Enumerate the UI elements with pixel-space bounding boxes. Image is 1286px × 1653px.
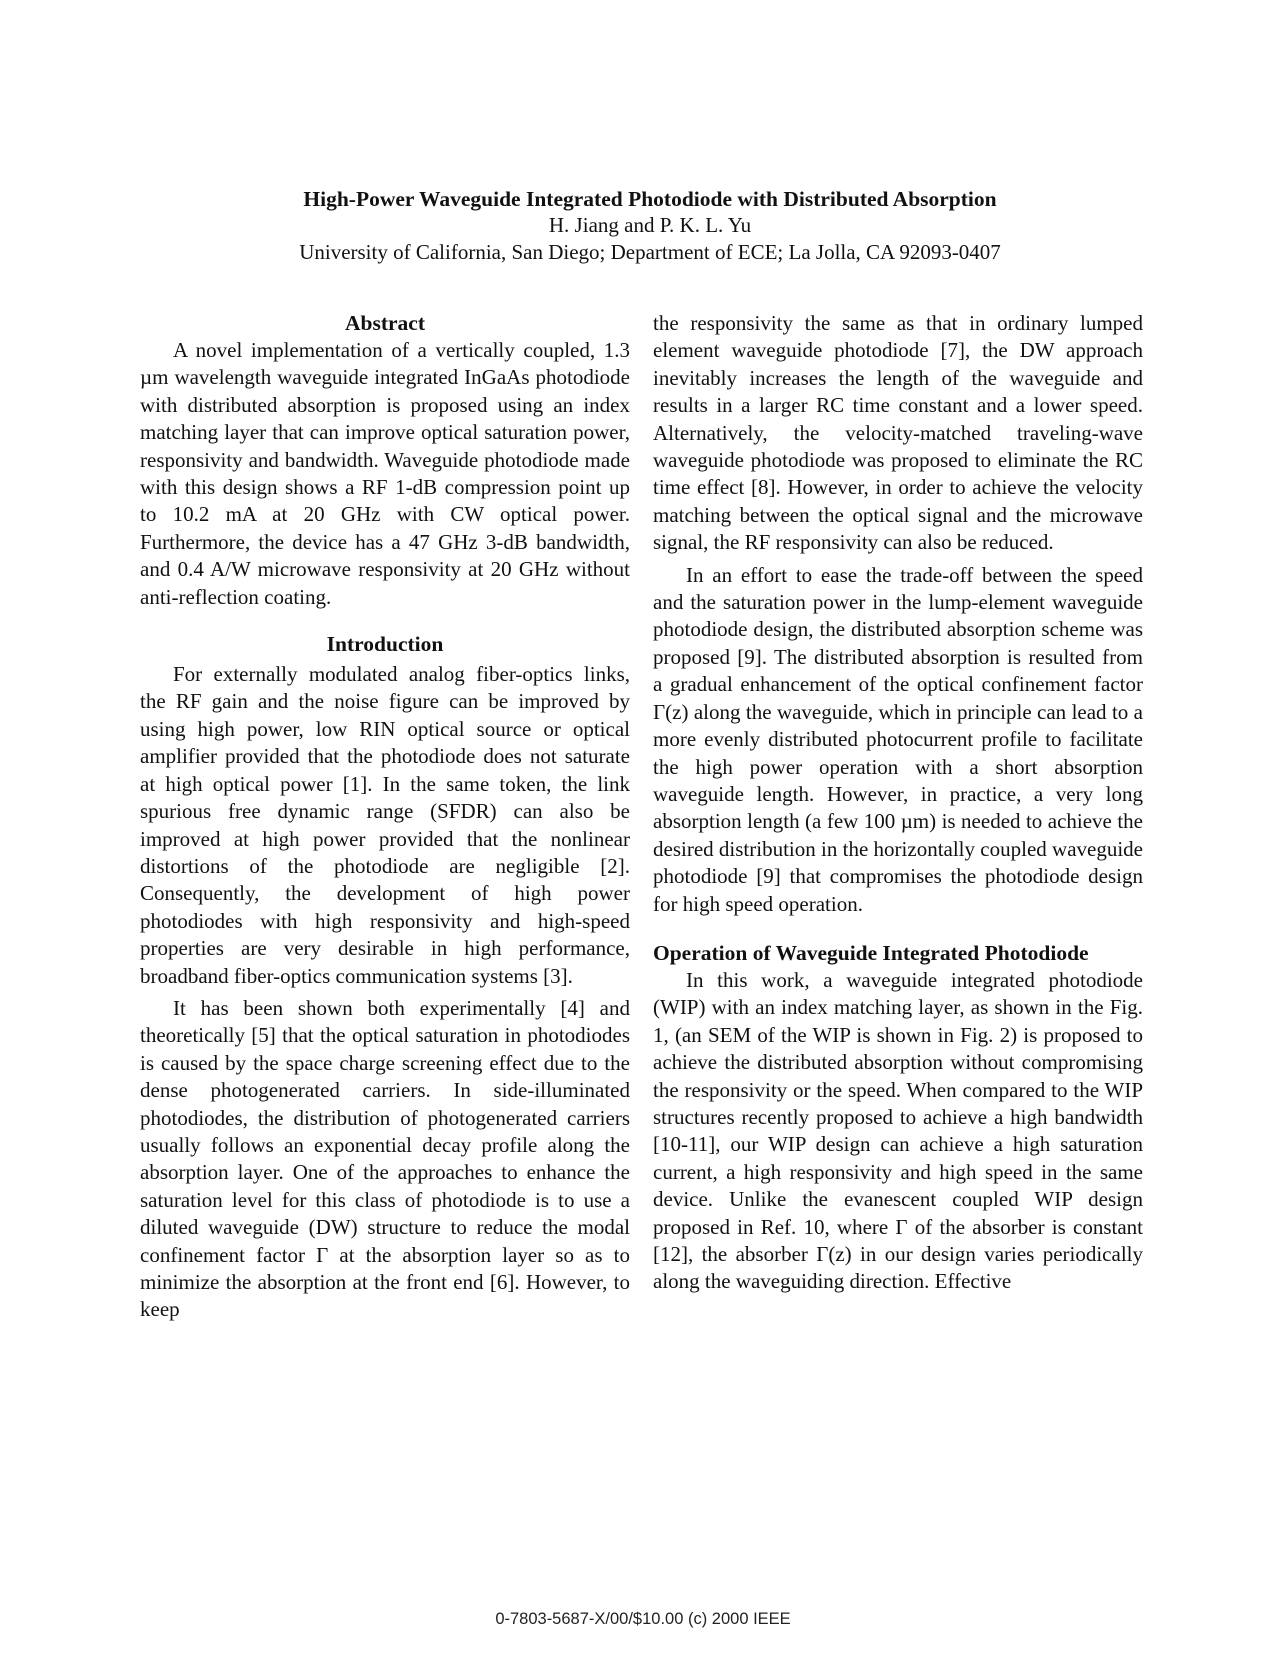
abstract-text: A novel implementation of a vertically coupled, 1.3 µm wavelength waveguide integrated InGaAs photodiode with distributed absorption is proposed using an index matching layer that can improve optical saturation power, responsivity and bandwidth. Waveguide photodiode made with this design shows a RF 1-dB compression point up to 10.2 mA at 20 GHz with CW optical power. Furthermore, the device has a 47 GHz 3-dB bandwidth, and 0.4 A/W microwave responsivity at 20 GHz without anti-reflection coating. bbox=[140, 338, 630, 609]
introduction-paragraph-1: For externally modulated analog fiber-optics links, the RF gain and the noise figure can be improved by using high power, low RIN optical source or optical amplifier provided that the photodiode does not saturate at high optical power [1]. In the same token, the link spurious free dynamic range (SFDR) can also be improved at high power provided that the nonlinear distortions of the photodiode are negligible [2]. Consequently, the development of high power photodiodes with high responsivity and high-speed properties are very desirable in high performance, broadband fiber-optics communication systems [3]. bbox=[140, 662, 630, 988]
introduction-heading: Introduction bbox=[326, 632, 444, 657]
copyright-footer: 0-7803-5687-X/00/$10.00 (c) 2000 IEEE bbox=[495, 1610, 791, 1628]
paper-authors: H. Jiang and P. K. L. Yu bbox=[548, 213, 752, 237]
introduction-paragraph-2-continued: the responsivity the same as that in ordinary lumped element waveguide photodiode [7], the DW approach inevitably increases the length of the waveguide and results in a larger RC time constant and a lower speed. Alternatively, the velocity-matched traveling-wave waveguide photodiode was proposed to eliminate the RC time effect [8]. However, in order to achieve the velocity matching between the optical signal and the microwave signal, the RF responsivity can also be reduced. bbox=[653, 311, 1143, 555]
paper-title: High-Power Waveguide Integrated Photodiode with Distributed Absorption bbox=[303, 187, 997, 211]
paper-affiliation: University of California, San Diego; Department of ECE; La Jolla, CA 92093-0407 bbox=[299, 240, 1001, 264]
introduction-paragraph-3: In an effort to ease the trade-off between the speed and the saturation power in the lump-element waveguide photodiode design, the distributed absorption scheme was proposed [9]. The distributed absorption is resulted from a gradual enhancement of the optical confinement factor Γ(z) along the waveguide, which in principle can lead to a more evenly distributed photocurrent profile to facilitate the high power operation with a short absorption waveguide length. However, in practice, a very long absorption length (a few 100 µm) is needed to achieve the desired distribution in the horizontally coupled waveguide photodiode [9] that compromises the photodiode design for high speed operation. bbox=[653, 562, 1143, 916]
left-column bbox=[140, 310, 630, 1324]
introduction-paragraph-2: It has been shown both experimentally [4] and theoretically [5] that the optical saturation in photodiodes is caused by the space charge screening effect due to the dense photogenerated carriers. In side-illuminated photodiodes, the distribution of photogenerated carriers usually follows an exponential decay profile along the absorption layer. One of the approaches to enhance the saturation level for this class of photodiode is to use a diluted waveguide (DW) structure to reduce the modal confinement factor Γ at the absorption layer so as to minimize the absorption at the front end [6]. However, to keep bbox=[140, 995, 630, 1322]
right-column bbox=[653, 310, 1143, 1296]
abstract-heading: Abstract bbox=[344, 311, 425, 335]
operation-paragraph-1: In this work, a waveguide integrated photodiode (WIP) with an index matching layer, as shown in the Fig. 1, (an SEM of the WIP is shown in Fig. 2) is proposed to achieve the distributed absorption without compromising the responsivity or the speed. When compared to the WIP structures recently proposed to achieve a high bandwidth [10-11], our WIP design can achieve a high saturation current, a high responsivity and high speed in the same device. Unlike the evanescent coupled WIP design proposed in Ref. 10, where Γ of the absorber is constant [12], the absorber Γ(z) in our design varies periodically along the waveguiding direction. Effective bbox=[653, 967, 1143, 1294]
paper-header bbox=[150, 186, 1150, 266]
operation-heading: Operation of Waveguide Integrated Photodiode bbox=[653, 940, 1089, 965]
